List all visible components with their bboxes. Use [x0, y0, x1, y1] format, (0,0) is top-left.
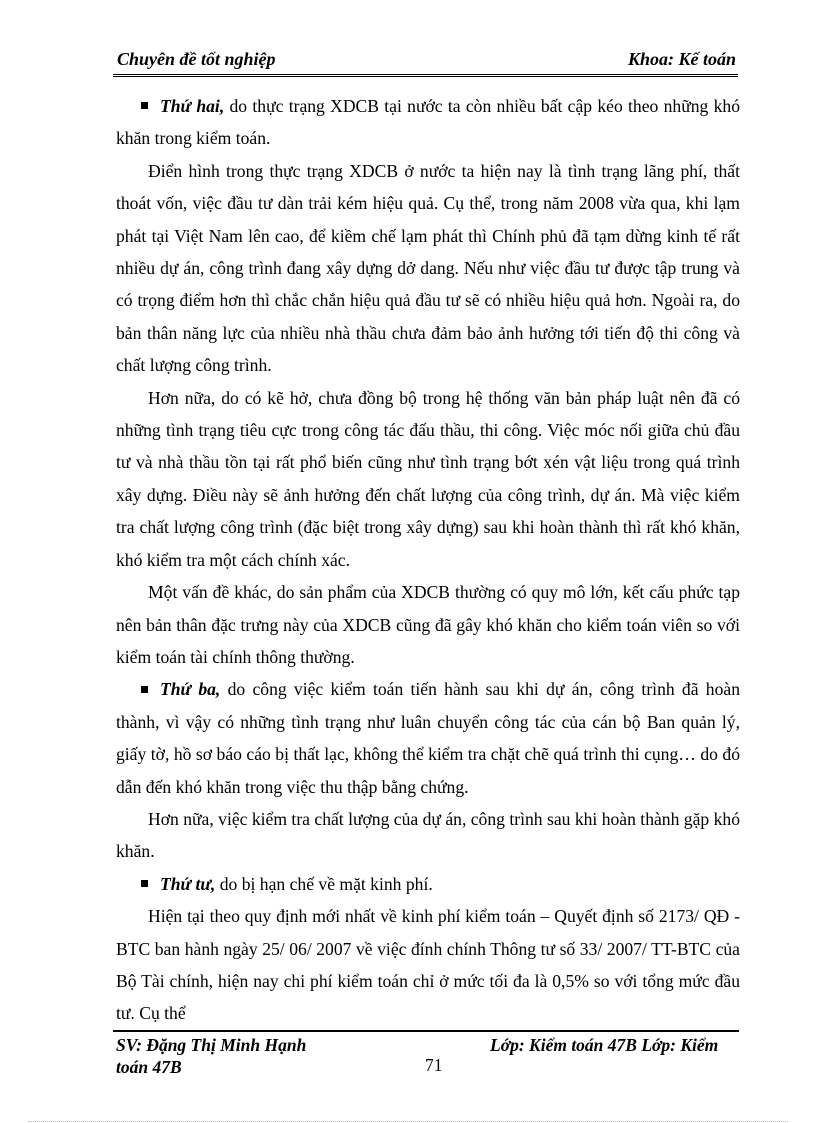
page-number: 71 — [425, 1055, 443, 1075]
square-bullet-icon — [141, 102, 148, 109]
paragraph: Hơn nữa, do có kẽ hở, chưa đồng bộ trong hệ thống văn bản pháp luật nên đã có những tình trạng tiêu cực trong công tác đấu thầu, thi công. Việc móc nối giữa chủ đầu tư và nhà thầu tồn tại rất phổ biến cũng như tình trạng bớt xén vật liệu trong quá trình xây dựng. Điều này sẽ ảnh hưởng đến chất lượng của công trình, dự án. Mà việc kiểm tra chất lượng công trình (đặc biệt trong xây dựng) sau khi hoàn thành thì rất khó khăn, khó kiểm tra một cách chính xác. — [116, 387, 740, 570]
paragraph: Một vấn đề khác, do sản phẩm của XDCB thường có quy mô lớn, kết cấu phức tạp nên bản thân đặc trưng này của XDCB cũng đã gây khó khăn cho kiểm toán viên so với kiểm toán tài chính thông thường. — [116, 582, 740, 667]
paragraph-third-point — [116, 673, 740, 803]
page-body — [116, 90, 740, 1030]
footer-class-continued: toán 47B — [116, 1057, 182, 1077]
paragraph-text: do bị hạn chế về mặt kinh phí. — [215, 873, 433, 894]
paragraph-fourth-point — [116, 868, 740, 900]
paragraph-text: do công việc kiểm toán tiến hành sau khi dự án, công trình đã hoàn thành, vì vậy có những tình trạng như luân chuyển công tác của cán bộ Ban quản lý, giấy tờ, hồ sơ báo cáo bị thất lạc, không thể kiểm tra chặt chẽ quá trình thi cụng… do đó dẫn đến khó khăn trong việc thu thập bằng chứng. — [116, 679, 740, 797]
paragraph-lead: Thứ tư, — [160, 873, 216, 894]
footer-student-name: SV: Đặng Thị Minh Hạnh — [116, 1035, 307, 1055]
footer-divider — [113, 1030, 739, 1032]
paragraph-text: do thực trạng XDCB tại nước ta còn nhiều bất cập kéo theo những khó khăn trong kiểm toán. — [116, 96, 740, 149]
paragraph-lead: Thứ ba, — [160, 679, 221, 700]
paragraph: Điển hình trong thực trạng XDCB ở nước ta hiện nay là tình trạng lãng phí, thất thoát vốn, việc đầu tư dàn trải kém hiệu quả. Cụ thể, trong năm 2008 vừa qua, khi lạm phát tại Việt Nam lên cao, để kiềm chế lạm phát thì Chính phủ đã tạm dừng kinh tế rất nhiều dự án, công trình đang xây dựng dở dang. Nếu như việc đầu tư được tập trung và có trọng điểm hơn thì chắc chắn hiệu quả đầu tư sẽ có nhiều hiệu quả hơn. Ngoài ra, do bản thân năng lực của nhiều nhà thầu chưa đảm bảo ảnh hưởng tới tiến độ thi công và chất lượng công trình. — [116, 160, 740, 376]
page-edge-divider — [28, 1121, 788, 1122]
footer-class: Lớp: Kiểm toán 47B Lớp: Kiểm — [490, 1035, 719, 1055]
header-thesis-title: Chuyên đề tốt nghiệp — [117, 49, 276, 69]
header-faculty: Khoa: Kế toán — [627, 49, 736, 69]
paragraph: Hiện tại theo quy định mới nhất về kinh phí kiểm toán – Quyết định số 2173/ QĐ - BTC ban hành ngày 25/ 06/ 2007 về việc đính chính Thông tư số 33/ 2007/ TT-BTC của Bộ Tài chính, hiện nay chi phí kiểm toán chỉ ở mức tối đa là 0,5% so với tổng mức đầu tư. Cụ thể — [116, 906, 740, 1024]
square-bullet-icon — [141, 686, 148, 693]
paragraph-lead: Thứ hai, — [160, 96, 225, 116]
square-bullet-icon — [141, 880, 148, 887]
page-header — [113, 46, 738, 77]
paragraph-second-point — [116, 90, 740, 155]
paragraph: Hơn nữa, việc kiểm tra chất lượng của dự án, công trình sau khi hoàn thành gặp khó khăn. — [116, 808, 740, 862]
